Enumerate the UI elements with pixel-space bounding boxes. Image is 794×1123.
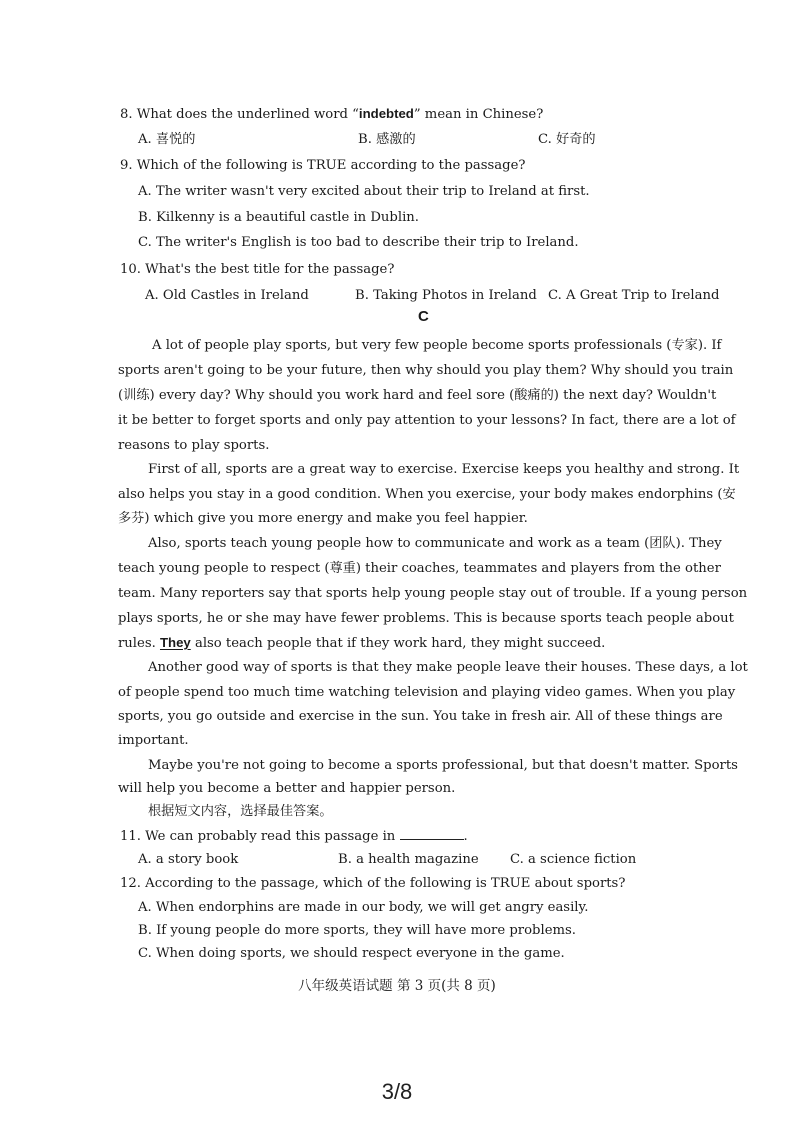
section-heading: C <box>418 308 429 325</box>
passage-line: reasons to play sports. <box>118 438 270 453</box>
passage-line: it be better to forget sports and only pay attention to your lessons? In fact, there are a lot of <box>118 413 736 428</box>
passage-line: (训练) every day? Why should you work hard and feel sore (酸痛的) the next day? Wouldn't <box>118 388 717 403</box>
passage-line: team. Many reporters say that sports help young people stay out of trouble. If a young person <box>118 586 748 601</box>
q12-stem: 12. According to the passage, which of the following is TRUE about sports? <box>120 876 626 891</box>
q9-stem: 9. Which of the following is TRUE according to the passage? <box>120 158 526 173</box>
passage-line: Another good way of sports is that they make people leave their houses. These days, a lot <box>148 660 748 675</box>
q8-stem <box>120 105 543 124</box>
passage-line <box>118 634 605 653</box>
q8-stem-post: ” mean in Chinese? <box>413 107 544 122</box>
passage-line: will help you become a better and happier person. <box>118 781 456 796</box>
q12-option-a[interactable]: A. When endorphins are made in our body, we will get angry easily. <box>138 900 589 915</box>
q8-option-a[interactable]: A. 喜悦的 <box>138 132 196 147</box>
q10-options <box>145 287 745 305</box>
underlined-word-they: They <box>159 635 191 650</box>
q8-option-b[interactable]: B. 感激的 <box>358 132 416 147</box>
q11-option-c[interactable]: C. a science fiction <box>510 852 637 867</box>
q11-option-a[interactable]: A. a story book <box>138 852 239 867</box>
passage-line: plays sports, he or she may have fewer problems. This is because sports teach people about <box>118 611 734 626</box>
passage-line: of people spend too much time watching television and playing video games. When you play <box>118 685 736 700</box>
passage-line: 多芬) which give you more energy and make you feel happier. <box>118 511 528 526</box>
q8-target-word: indebted <box>358 106 414 121</box>
q11-stem-text: 11. We can probably read this passage in <box>120 829 396 844</box>
passage-line: sports, you go outside and exercise in the sun. You take in fresh air. All of these things are <box>118 709 723 724</box>
passage-text: also teach people that if they work hard, they might succeed. <box>190 636 606 651</box>
q12-option-c[interactable]: C. When doing sports, we should respect everyone in the game. <box>138 946 565 961</box>
passage-line: Maybe you're not going to become a sports professional, but that doesn't matter. Sports <box>148 758 738 773</box>
q9-option-c[interactable]: C. The writer's English is too bad to describe their trip to Ireland. <box>138 235 579 250</box>
passage-line: sports aren't going to be your future, then why should you play them? Why should you train <box>118 363 734 378</box>
q8-option-c[interactable]: C. 好奇的 <box>538 132 596 147</box>
passage-line: A lot of people play sports, but very few people become sports professionals (专家). If <box>152 338 722 353</box>
instruction: 根据短文内容，选择最佳答案。 <box>148 804 333 819</box>
q10-option-a[interactable]: A. Old Castles in Ireland <box>145 288 309 303</box>
q11-stem-end: . <box>463 829 468 844</box>
passage-line: important. <box>118 733 189 748</box>
q11-options <box>138 851 738 869</box>
passage-line: Also, sports teach young people how to communicate and work as a team (团队). They <box>148 536 722 551</box>
q11-answer-blank[interactable] <box>400 827 464 840</box>
q10-option-b[interactable]: B. Taking Photos in Ireland <box>355 288 537 303</box>
page-indicator: 3/8 <box>381 1079 413 1104</box>
q9-option-b[interactable]: B. Kilkenny is a beautiful castle in Dublin. <box>138 210 419 225</box>
q8-stem-pre: 8. What does the underlined word “ <box>120 107 359 122</box>
q10-option-c[interactable]: C. A Great Trip to Ireland <box>548 288 720 303</box>
passage-line: First of all, sports are a great way to exercise. Exercise keeps you healthy and strong. It <box>148 462 740 477</box>
q9-option-a[interactable]: A. The writer wasn't very excited about their trip to Ireland at first. <box>138 184 590 199</box>
q10-stem: 10. What's the best title for the passage? <box>120 262 395 277</box>
passage-line: also helps you stay in a good condition. When you exercise, your body makes endorphins (安 <box>118 487 736 502</box>
passage-line: teach young people to respect (尊重) their coaches, teammates and players from the other <box>118 561 721 576</box>
q11-option-b[interactable]: B. a health magazine <box>338 852 479 867</box>
q8-options <box>138 131 738 149</box>
passage-text: rules. <box>118 636 160 651</box>
page-footer: 八年级英语试题 第 3 页(共 8 页) <box>298 978 496 994</box>
q12-option-b[interactable]: B. If young people do more sports, they will have more problems. <box>138 923 576 938</box>
q11-stem <box>120 827 468 846</box>
